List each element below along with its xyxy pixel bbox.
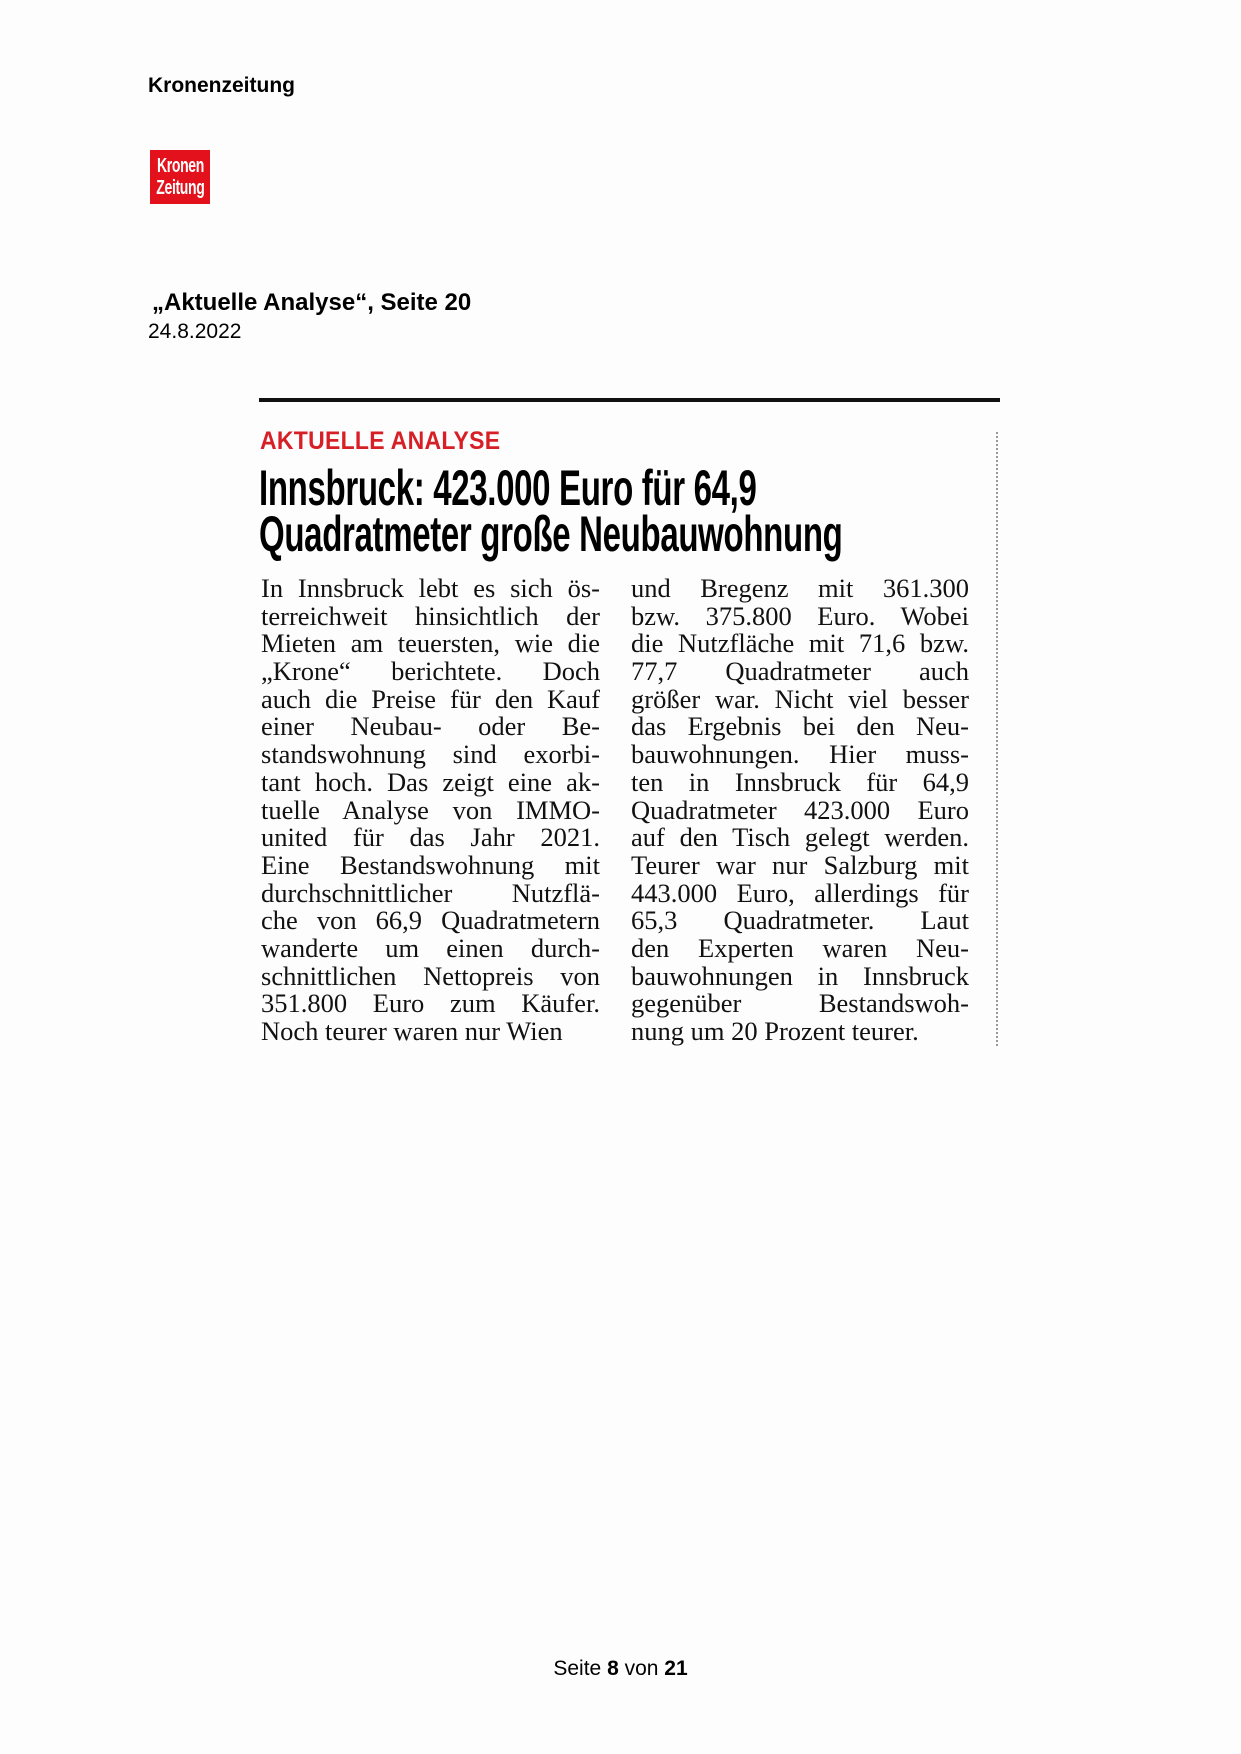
article-text-line: durchschnittlicher Nutzflä- (261, 877, 600, 908)
article-text-line: 351.800 Euro zum Käufer. (261, 988, 600, 1019)
article-text-line: „Krone“ berichtete. Doch (261, 656, 600, 687)
source-name: Kronenzeitung (148, 74, 295, 97)
article-text-line: Mieten am teuersten, wie die (261, 628, 600, 659)
article-text-line: bauwohnungen. Hier muss- (631, 739, 969, 770)
footer-total-pages: 21 (664, 1657, 688, 1680)
article-text-line: 65,3 Quadratmeter. Laut (631, 905, 969, 936)
article-text-line: bauwohnungen in Innsbruck (631, 960, 969, 991)
article-text-line: ten in Innsbruck für 64,9 (631, 766, 969, 797)
page-footer (0, 1657, 1241, 1681)
article-kicker: AKTUELLE ANALYSE (260, 427, 501, 455)
article-text-line: größer war. Nicht viel besser (631, 683, 969, 714)
article-text-line: bzw. 375.800 Euro. Wobei (631, 600, 969, 631)
footer-middle: von (624, 1657, 659, 1680)
article-text-line: che von 66,9 Quadratmetern (261, 905, 600, 936)
article-text-line: gegenüber Bestandswoh- (631, 988, 969, 1019)
article-dotted-border (996, 432, 998, 1046)
document-title: „Aktuelle Analyse“, Seite 20 (152, 289, 472, 316)
footer-page-number: 8 (607, 1657, 619, 1680)
logo-text-line: Kronen (156, 155, 204, 177)
kronen-zeitung-logo (150, 150, 210, 204)
article-text-line: tant hoch. Das zeigt eine ak- (261, 766, 600, 797)
footer-prefix: Seite (553, 1657, 602, 1680)
article-top-rule (259, 398, 1000, 402)
article-text-line: einer Neubau- oder Be- (261, 711, 600, 742)
article-text-line: den Experten waren Neu- (631, 932, 969, 963)
article-text-line: Teurer war nur Salzburg mit (631, 849, 969, 880)
article-text-line: standswohnung sind exorbi- (261, 739, 600, 770)
article-text-line: wanderte um einen durch- (261, 932, 600, 963)
article-text-line: united für das Jahr 2021. (261, 822, 600, 853)
logo-text-line: Zeitung (155, 177, 205, 199)
article-text-line: schnittlichen Nettopreis von (261, 960, 600, 991)
article-text-line: tuelle Analyse von IMMO- (261, 794, 600, 825)
article-headline-line: Innsbruck: 423.000 Euro für 64,9 (259, 460, 757, 516)
article-text-line: Noch teurer waren nur Wien (261, 1016, 563, 1046)
article-text-line: das Ergebnis bei den Neu- (631, 711, 969, 742)
article-text-line: die Nutzfläche mit 71,6 bzw. (631, 628, 969, 659)
document-date: 24.8.2022 (148, 320, 242, 343)
article-text-line: nung um 20 Prozent teurer. (631, 1016, 919, 1046)
article-text-line: In Innsbruck lebt es sich ös- (261, 573, 600, 603)
article-text-line: auch die Preise für den Kauf (261, 683, 600, 714)
article-text-line: terreichweit hinsichtlich der (261, 600, 600, 631)
article-text-line: auf den Tisch gelegt werden. (631, 822, 969, 853)
article-column-1 (261, 575, 600, 1046)
article-text-line: 77,7 Quadratmeter auch (631, 656, 969, 687)
article-text-line: Eine Bestandswohnung mit (261, 849, 600, 880)
article-text-line: und Bregenz mit 361.300 (631, 573, 969, 603)
article-headline-line: Quadratmeter große Neubauwohnung (259, 506, 843, 562)
article-text-line: Quadratmeter 423.000 Euro (631, 794, 969, 825)
article-column-2 (631, 575, 969, 1046)
article-text-line: 443.000 Euro, allerdings für (631, 877, 969, 908)
